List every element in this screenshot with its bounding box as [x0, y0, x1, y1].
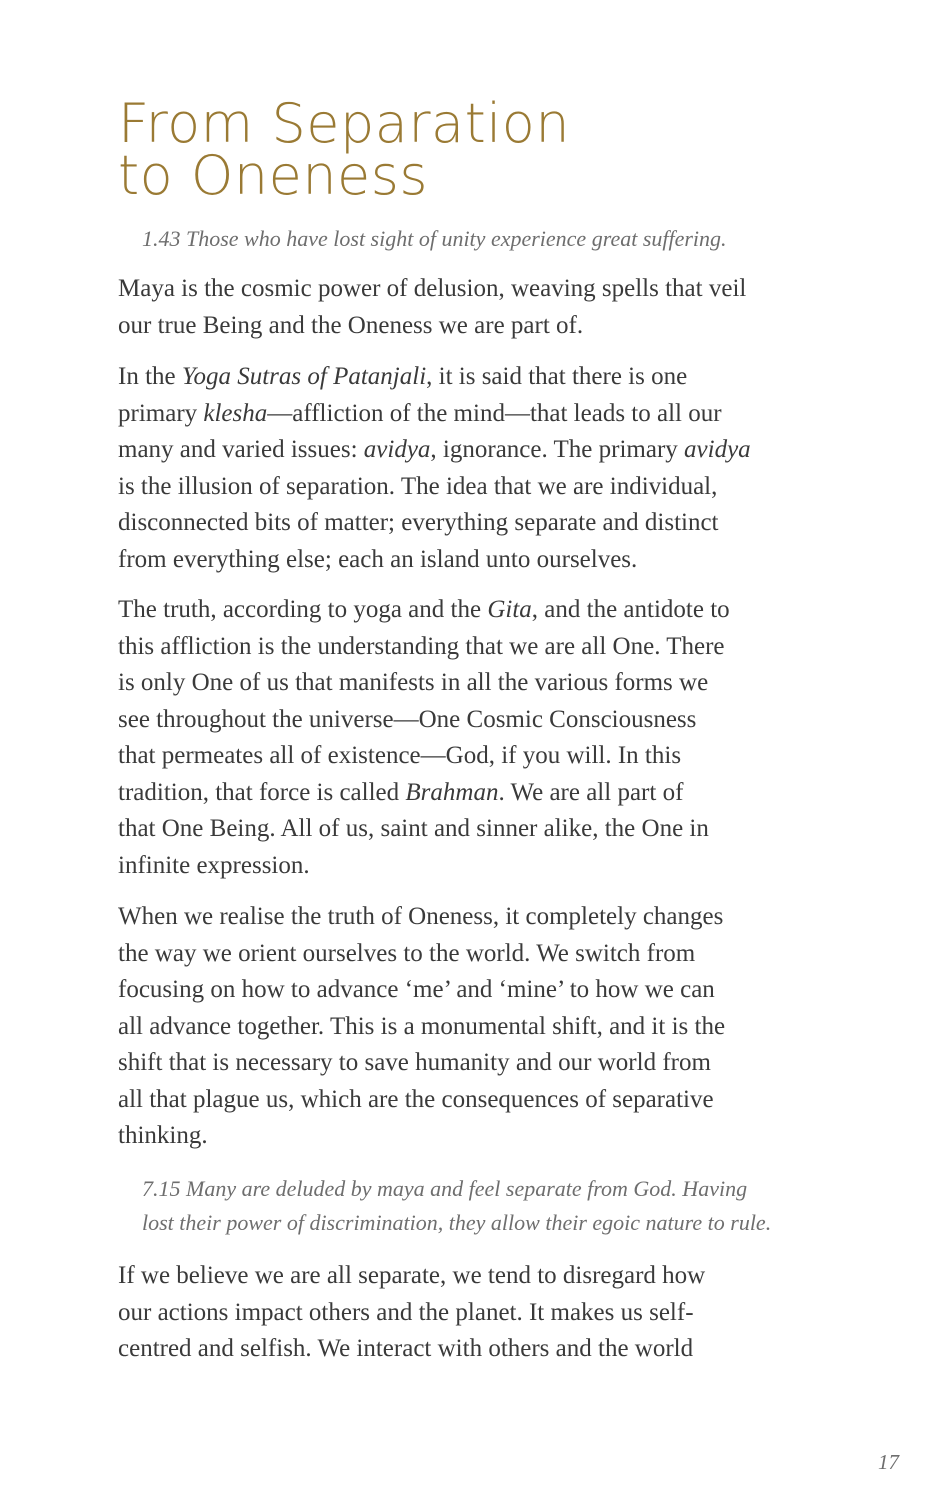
- text-line: In the Yoga Sutras of Patanjali, it is said that there is one: [118, 363, 688, 390]
- text-line: many and varied issues: avidya, ignorance. The primary avidya: [118, 436, 751, 463]
- chapter-title: [118, 92, 571, 207]
- text-line: tradition, that force is called Brahman. We are all part of: [118, 778, 684, 806]
- text-line: all that plague us, which are the consequences of separative: [118, 1085, 714, 1113]
- text-line: see throughout the universe—One Cosmic Consciousness: [118, 705, 697, 733]
- verse-line: 1.43 Those who have lost sight of unity experience great suffering.: [142, 226, 727, 251]
- text-line: shift that is necessary to save humanity and our world from: [118, 1049, 711, 1076]
- paragraph-oneness: [118, 899, 836, 1155]
- book-title-italic: Yoga Sutras of Patanjali: [181, 363, 427, 390]
- text-line: Maya is the cosmic power of delusion, weaving spells that veil: [118, 275, 747, 302]
- paragraph-truth: [118, 592, 836, 884]
- text-line: all advance together. This is a monumental shift, and it is the: [118, 1012, 726, 1040]
- text-line: that permeates all of existence—God, if you will. In this: [118, 742, 682, 769]
- term-italic: klesha: [203, 399, 268, 427]
- term-italic: Brahman: [405, 778, 499, 806]
- paragraph-yoga-sutras: [118, 359, 836, 578]
- term-italic: Gita: [487, 596, 532, 623]
- text-line: focusing on how to advance ‘me’ and ‘mine’ to how we can: [118, 976, 715, 1003]
- verse-quote-1-43: [142, 222, 832, 256]
- text-line: from everything else; each an island unto ourselves.: [118, 545, 638, 573]
- paragraph-separate: [118, 1258, 836, 1368]
- chapter-title-line-2: to Oneness: [118, 144, 429, 207]
- text-line: When we realise the truth of Oneness, it completely changes: [118, 903, 724, 930]
- text-line: is the illusion of separation. The idea that we are individual,: [118, 472, 718, 500]
- text-line: the way we orient ourselves to the world. We switch from: [118, 939, 696, 967]
- chapter-title-line-1: From Separation: [118, 92, 571, 155]
- text-line: thinking.: [118, 1122, 208, 1149]
- text-line: The truth, according to yoga and the Gita, and the antidote to: [118, 596, 730, 623]
- text-line: our true Being and the Oneness we are part of.: [118, 311, 584, 339]
- paragraph-maya: [118, 271, 836, 344]
- text-line: this affliction is the understanding that we are all One. There: [118, 632, 725, 660]
- text-line: disconnected bits of matter; everything separate and distinct: [118, 509, 719, 536]
- term-italic: avidya: [684, 436, 751, 463]
- text-line: primary klesha—affliction of the mind—that leads to all our: [118, 399, 722, 427]
- page-number: 17: [878, 1450, 899, 1474]
- verse-line: lost their power of discrimination, they allow their egoic nature to rule.: [142, 1210, 772, 1235]
- text-line: is only One of us that manifests in all the various forms we: [118, 669, 709, 696]
- verse-quote-7-15: [142, 1172, 832, 1240]
- text-line: that One Being. All of us, saint and sinner alike, the One in: [118, 815, 709, 842]
- text-line: If we believe we are all separate, we tend to disregard how: [118, 1262, 706, 1289]
- text-line: our actions impact others and the planet. It makes us self-: [118, 1298, 694, 1326]
- verse-line: 7.15 Many are deluded by maya and feel separate from God. Having: [142, 1176, 748, 1201]
- text-line: centred and selfish. We interact with others and the world: [118, 1335, 694, 1362]
- term-italic: avidya: [363, 436, 431, 463]
- text-line: infinite expression.: [118, 851, 310, 879]
